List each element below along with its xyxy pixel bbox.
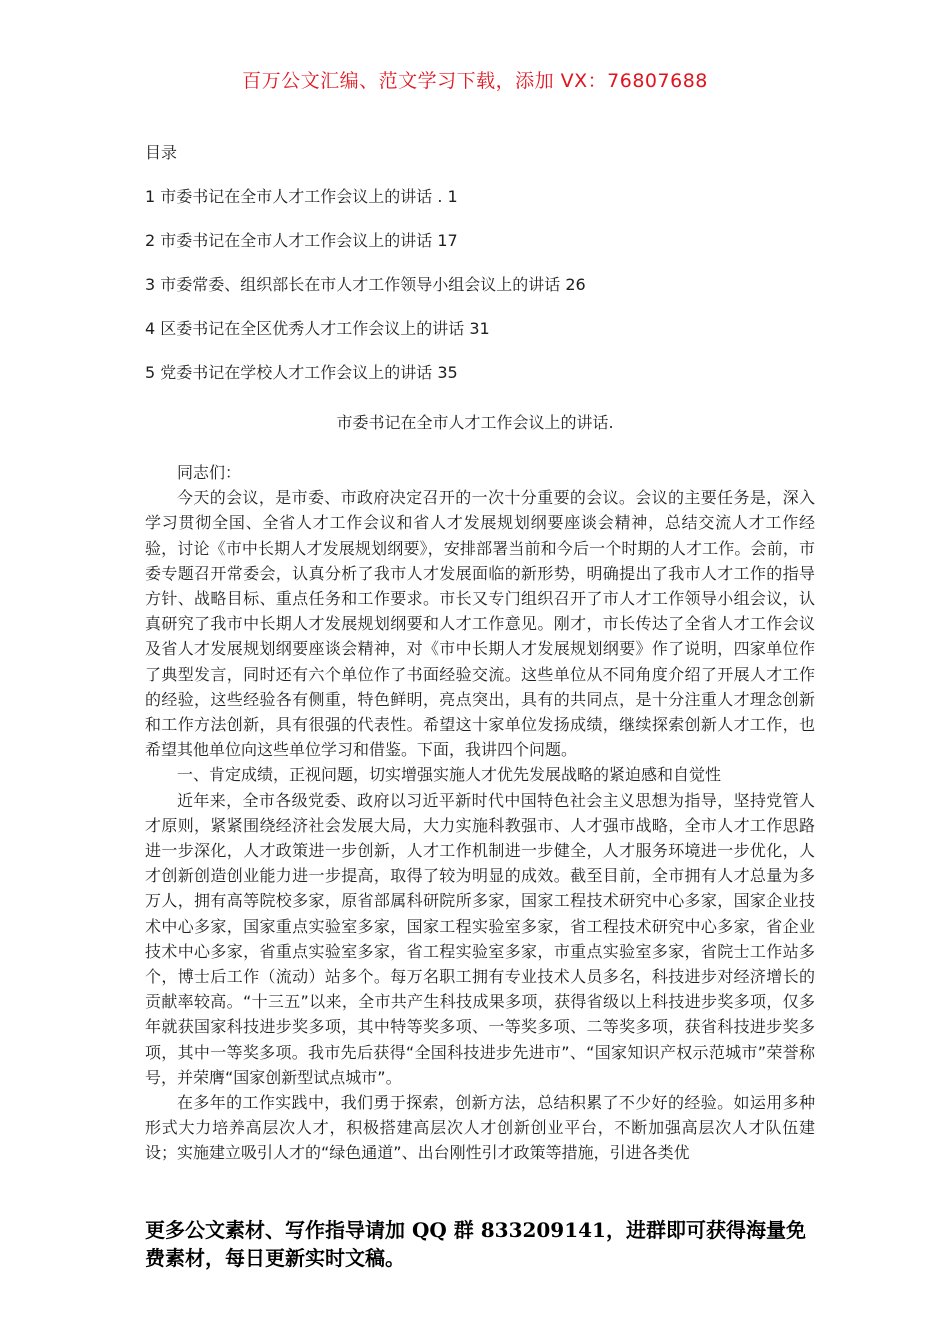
toc-title: 目录 [145,143,178,162]
body-paragraph: 今天的会议，是市委、市政府决定召开的一次十分重要的会议。会议的主要任务是，深入学习贯彻全国、全省人才工作会议和省人才发展规划纲要座谈会精神，总结交流人才工作经验，讨论《市中长期人才发展规划纲要》，安排部署当前和今后一个时期的人才工作。会前，市委专题召开常委会，认真分析了我市人才发展面临的新形势，明确提出了我市人才工作的指导方针、战略目标、重点任务和工作要求。市长又专门组织召开了市人才工作领导小组会议，认真研究了我市中长期人才发展规划纲要和人才工作意见。刚才，市长传达了全省人才工作会议及省人才发展规划纲要座谈会精神，对《市中长期人才发展规划纲要》作了说明，四家单位作了典型发言，同时还有六个单位作了书面经验交流。这些单位从不同角度介绍了开展人才工作的经验，这些经验各有侧重，特色鲜明，亮点突出，具有的共同点，是十分注重人才理念创新和工作方法创新，具有很强的代表性。希望这十家单位发扬成绩，继续探索创新人才工作，也希望其他单位向这些单位学习和借鉴。下面，我讲四个问题。 [145,488,815,760]
toc-item-5: 5 党委书记在学校人才工作会议上的讲话 35 [145,363,458,382]
toc-item-1: 1 市委书记在全市人才工作会议上的讲话 . 1 [145,187,458,206]
promo-banner: 百万公文汇编、范文学习下载，添加 VX：76807688 [242,70,708,92]
footer-promo: 更多公文素材、写作指导请加 QQ 群 833209141，进群即可获得海量免费素材，每日更新实时文稿。 [145,1218,806,1270]
section-heading: 一、肯定成绩，正视问题，切实增强实施人才优先发展战略的紧迫感和自觉性 [177,765,722,785]
body-paragraph: 在多年的工作实践中，我们勇于探索，创新方法，总结积累了不少好的经验。如运用多种形式大力培养高层次人才，积极搭建高层次人才创新创业平台，不断加强高层次人才队伍建设；实施建立吸引人才的“绿色通道”、出台刚性引才政策等措施，引进各类优 [145,1093,815,1163]
document-title: 市委书记在全市人才工作会议上的讲话. [336,413,614,432]
document-body [145,460,815,1166]
toc-item-4: 4 区委书记在全区优秀人才工作会议上的讲话 31 [145,319,490,338]
toc-item-3: 3 市委常委、组织部长在市人才工作领导小组会议上的讲话 26 [145,275,586,294]
body-paragraph: 近年来，全市各级党委、政府以习近平新时代中国特色社会主义思想为指导，坚持党管人才原则，紧紧围绕经济社会发展大局，大力实施科教强市、人才强市战略，全市人才工作思路进一步深化，人才政策进一步创新，人才工作机制进一步健全，人才服务环境进一步优化，人才创新创造创业能力进一步提高，取得了较为明显的成效。截至目前，全市拥有人才总量为多万人，拥有高等院校多家，原省部属科研院所多家，国家工程技术研究中心多家，国家企业技术中心多家，国家重点实验室多家，国家工程实验室多家，省工程技术研究中心多家，省企业技术中心多家，省重点实验室多家，省工程实验室多家，市重点实验室多家，省院士工作站多个，博士后工作（流动）站多个。每万名职工拥有专业技术人员多名，科技进步对经济增长的贡献率较高。“十三五”以来，全市共产生科技成果多项，获得省级以上科技进步奖多项，仅多年就获国家科技进步奖多项，其中特等奖多项、一等奖多项、二等奖多项，获省科技进步奖多项，其中一等奖多项。我市先后获得“全国科技进步先进市”、“国家知识产权示范城市”荣誉称号，并荣膺“国家创新型试点城市”。 [145,790,815,1087]
toc-item-2: 2 市委书记在全市人才工作会议上的讲话 17 [145,231,458,250]
salutation: 同志们： [177,463,242,482]
